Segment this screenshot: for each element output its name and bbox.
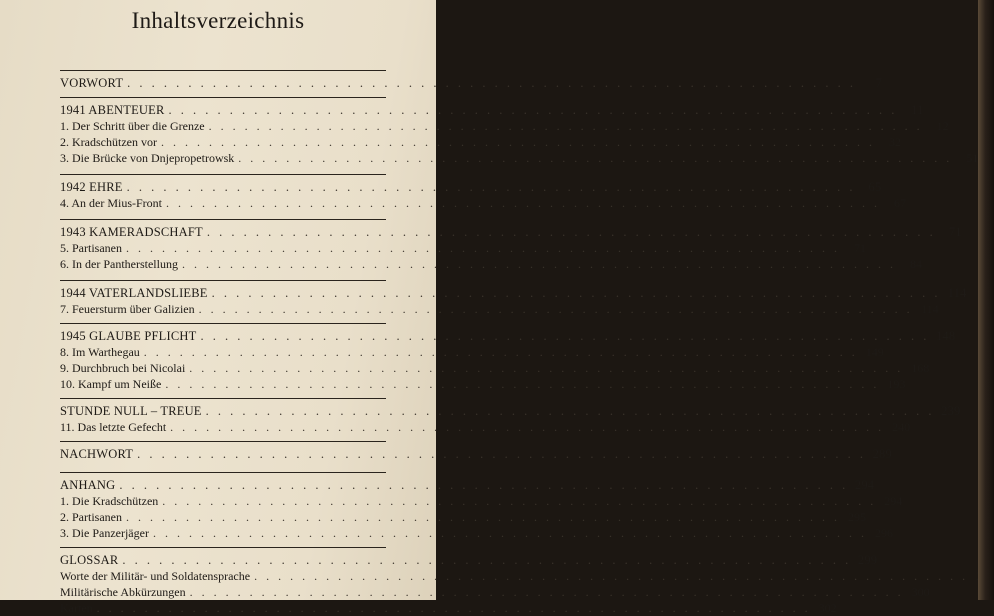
toc-section [60,70,883,91]
dot-leader: . . . . . . . . . . . . . . . . . . . . . . . . . . . . . . . . . . . . . . . . . . . . . . . . . . . . . . . . . . . . [254,569,969,583]
toc-section-heading [60,179,882,195]
toc-entry-label: 3. Die Panzerjäger [60,526,149,540]
toc-entry [60,360,930,376]
toc-section-heading [60,285,967,301]
toc-entry [60,344,884,360]
dot-leader: . . . . . . . . . . . . . . . . . . . . . . . . . . . . . . . . . . . . . . . . . . . . . . . . . . . . . . . . . . . . [160,135,875,149]
toc-entry-label: Militärische Abkürzungen [60,585,186,599]
toc-entry-page: 302 [818,601,837,615]
table-of-contents [60,70,979,616]
dot-leader: . . . . . . . . . . . . . . . . . . . . . . . . . . . . . . . . . . . . . . . . . . . . . . . . . . . . . . . . . . . . [122,553,852,567]
toc-entry-page: 65 [868,180,882,194]
toc-entry-page: 239 [941,404,961,418]
toc-entry-page: 299 [857,553,878,567]
toc-entry [60,584,930,600]
toc-entry [60,150,979,166]
toc-entry-page: 300 [911,585,930,599]
toc-entry-label: 1942 EHRE [60,180,123,194]
dot-leader: . . . . . . . . . . . . . . . . . . . . . . . . . . . . . . . . . . . . . . . . . . . . . . . . . . . . . . . . . . . . [168,103,898,117]
toc-entry [60,134,901,150]
toc-entry-label: 7. Feuersturm über Galizien [60,302,195,316]
toc-entry [60,376,906,392]
dot-leader: . . . . . . . . . . . . . . . . . . . . . . . . . . . . . . . . . . . . . . . . . . . . . . . . . . . . . . . . . . . . [189,585,904,599]
toc-section [60,472,903,541]
toc-entry-page: 294 [884,494,903,508]
dot-leader: . . . . . . . . . . . . . . . . . . . . . . . . . . . . . . . . . . . . . . . . . . . . . . . . . . . . . . . . . . . . [127,76,857,90]
toc-entry-label: Karten [60,601,93,615]
dot-leader: . . . . . . . . . . . . . . . . . . . . . . . . . . . . . . . . . . . . . . . . . . . . . . . . . . . . . . . . . . . . [143,345,858,359]
toc-entry-label: 1943 KAMERADSCHAFT [60,225,203,239]
toc-entry [60,118,949,134]
toc-entry-label: NACHWORT [60,447,134,461]
toc-entry-label: 1941 ABENTEUER [60,103,165,117]
toc-entry [60,301,939,317]
dot-leader: . . . . . . . . . . . . . . . . . . . . . . . . . . . . . . . . . . . . . . . . . . . . . . . . . . . . . . . . . . . . [198,302,913,316]
toc-entry [60,240,866,256]
toc-entry-page: 11 [910,103,924,117]
toc-entry-label: 11. Das letzte Gefecht [60,420,167,434]
toc-entry-label: 3. Die Brücke von Dnjepropetrowsk [60,151,235,165]
toc-entry-page: 84 [909,257,922,271]
toc-entry-page: 295 [848,510,866,524]
toc-entry-page: 51 [966,151,979,165]
toc-section-heading [60,224,962,240]
toc-entry-label: ANHANG [60,478,116,492]
page-title: Inhaltsverzeichnis [131,8,305,33]
dot-leader: . . . . . . . . . . . . . . . . . . . . . . . . . . . . . . . . . . . . . . . . . . . . . . . . . . . . . . . . . . . . [211,286,941,300]
toc-entry-label: 2. Kradschützen vor [60,135,157,149]
toc-entry-label: 1945 GLAUBE PFLICHT [60,329,197,343]
toc-section-heading [60,102,924,118]
toc-section [60,174,906,211]
toc-section-heading [60,446,892,462]
toc-section-heading [60,75,883,91]
dot-leader: . . . . . . . . . . . . . . . . . . . . . . . . . . . . . . . . . . . . . . . . . . . . . . . . . . . . . . . . . . . . [126,510,840,524]
dot-leader: . . . . . . . . . . . . . . . . . . . . . . . . . . . . . . . . . . . . . . . . . . . . . . . . . . . . . . . . . . . . [126,241,840,255]
toc-entry-page: 149 [865,345,884,359]
toc-entry [60,419,911,435]
toc-section-heading [60,552,878,568]
toc-entry-label: 2. Partisanen [60,510,122,524]
toc-entry-page: 71 [854,241,866,255]
toc-section-heading [60,328,956,344]
dot-leader: . . . . . . . . . . . . . . . . . . . . . . . . . . . . . . . . . . . . . . . . . . . . . . . . . . . . . . . . . . . . [205,404,935,418]
toc-entry-label: 4. An der Mius-Front [60,196,162,210]
toc-entry-label: 10. Kampf um Neiße [60,377,162,391]
dot-leader: . . . . . . . . . . . . . . . . . . . . . . . . . . . . . . . . . . . . . . . . . . . . . . . . . . . . . . . . . . . . [96,601,811,615]
toc-entry-label: VORWORT [60,76,124,90]
dot-leader: . . . . . . . . . . . . . . . . . . . . . . . . . . . . . . . . . . . . . . . . . . . . . . . . . . . . . . . . . . . . [189,361,904,375]
toc-entry [60,256,922,272]
dot-leader: . . . . . . . . . . . . . . . . . . . . . . . . . . . . . . . . . . . . . . . . . . . . . . . . . . . . . . . . . . . . [200,329,930,343]
toc-entry [60,195,906,211]
toc-entry-label: 8. Im Warthegau [60,345,140,359]
toc-entry-label: 1. Die Kradschützen [60,494,159,508]
toc-entry-page: 296 [874,526,893,540]
toc-entry-page: 12 [936,119,949,133]
toc-entry [60,509,866,525]
toc-section [60,398,961,435]
toc-entry-page: 240 [892,420,911,434]
toc-section [60,97,979,166]
toc-section-heading [60,477,875,493]
toc-entry-label: 6. In der Pantherstellung [60,257,178,271]
toc-section [60,219,962,272]
toc-entry-label: 1. Der Schritt über die Grenze [60,119,205,133]
dot-leader: . . . . . . . . . . . . . . . . . . . . . . . . . . . . . . . . . . . . . . . . . . . . . . . . . . . . . . . . . . . . [126,180,856,194]
toc-entry-label: 5. Partisanen [60,241,122,255]
dot-leader: . . . . . . . . . . . . . . . . . . . . . . . . . . . . . . . . . . . . . . . . . . . . . . . . . . . . . . . . . . . . [166,196,880,210]
dot-leader: . . . . . . . . . . . . . . . . . . . . . . . . . . . . . . . . . . . . . . . . . . . . . . . . . . . . . . . . . . . . [238,151,953,165]
toc-section [60,547,969,616]
toc-entry-page: 148 [935,329,956,343]
toc-entry-label: 9. Durchbruch bei Nicolai [60,361,186,375]
toc-entry-page: 114 [921,302,939,316]
toc-entry-page: 114 [947,286,967,300]
dot-leader: . . . . . . . . . . . . . . . . . . . . . . . . . . . . . . . . . . . . . . . . . . . . . . . . . . . . . . . . . . . . [165,377,880,391]
toc-entry-page: 71 [948,225,962,239]
toc-entry [60,493,903,509]
toc-entry-page: 32 [888,135,901,149]
dot-leader: . . . . . . . . . . . . . . . . . . . . . . . . . . . . . . . . . . . . . . . . . . . . . . . . . . . . . . . . . . . . [162,494,877,508]
toc-entry-label: 1944 VATERLANDSLIEBE [60,286,208,300]
dot-leader: . . . . . . . . . . . . . . . . . . . . . . . . . . . . . . . . . . . . . . . . . . . . . . . . . . . . . . . . . . . . [206,225,936,239]
toc-entry-label: STUNDE NULL – TREUE [60,404,202,418]
toc-section [60,441,892,462]
dot-leader: . . . . . . . . . . . . . . . . . . . . . . . . . . . . . . . . . . . . . . . . . . . . . . . . . . . . . . . . . . . . [119,478,849,492]
dot-leader: . . . . . . . . . . . . . . . . . . . . . . . . . . . . . . . . . . . . . . . . . . . . . . . . . . . . . . . . . . . . [208,119,923,133]
book-gutter [978,0,994,600]
toc-section-heading [60,403,961,419]
toc-entry [60,568,969,584]
dot-leader: . . . . . . . . . . . . . . . . . . . . . . . . . . . . . . . . . . . . . . . . . . . . . . . . . . . . . . . . . . . . [170,420,885,434]
toc-entry-page: 7 [875,76,883,90]
toc-entry-page: 289 [872,447,892,461]
toc-section [60,280,967,317]
dot-leader: . . . . . . . . . . . . . . . . . . . . . . . . . . . . . . . . . . . . . . . . . . . . . . . . . . . . . . . . . . . . [181,257,896,271]
toc-entry-page: 168 [911,361,930,375]
toc-section [60,323,956,392]
toc-entry [60,600,837,616]
toc-entry [60,525,893,541]
toc-entry-label: GLOSSAR [60,553,119,567]
toc-entry-page: 67 [894,196,906,210]
dot-leader: . . . . . . . . . . . . . . . . . . . . . . . . . . . . . . . . . . . . . . . . . . . . . . . . . . . . . . . . . . . . [152,526,867,540]
toc-entry-page: 294 [854,478,875,492]
toc-entry-page: 193 [887,377,906,391]
dot-leader: . . . . . . . . . . . . . . . . . . . . . . . . . . . . . . . . . . . . . . . . . . . . . . . . . . . . . . . . . . . . [137,447,866,461]
toc-entry-label: Worte der Militär- und Soldatensprache [60,569,251,583]
